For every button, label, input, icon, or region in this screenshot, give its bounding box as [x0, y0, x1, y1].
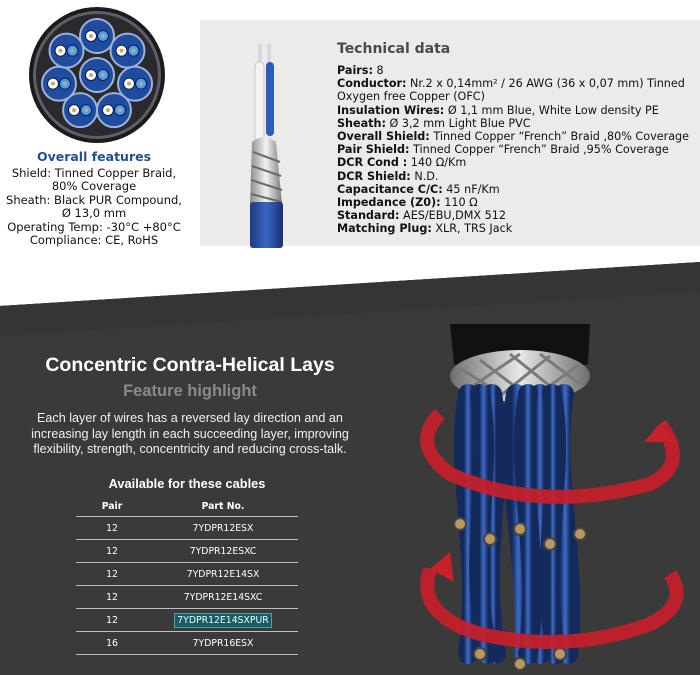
- table-row[interactable]: [76, 563, 298, 586]
- tech-label: Matching Plug:: [337, 222, 432, 236]
- tech-label: Insulation Wires:: [337, 103, 445, 117]
- tech-row-pair-shield: [337, 143, 693, 156]
- tech-row-dcr-cond: [337, 156, 693, 169]
- overall-feature-line: Compliance: CE, RoHS: [29, 233, 159, 248]
- tech-label: Sheath:: [337, 116, 386, 130]
- overall-features-title: Overall features: [36, 149, 152, 164]
- tech-value: 8: [372, 64, 384, 77]
- tech-row-dcr-shield: [337, 170, 693, 183]
- tech-row-matching-plug: [337, 222, 693, 235]
- tech-row-pairs: [337, 64, 693, 77]
- tech-value: 140 Ω/Km: [407, 156, 467, 170]
- feature-headline: Concentric Contra-Helical Lays: [45, 354, 335, 376]
- tech-label: Capacitance C/C:: [337, 182, 443, 196]
- cell-part-no: 7YDPR12ESXC: [148, 540, 298, 563]
- tech-label: DCR Cond :: [337, 156, 408, 170]
- tech-label: Conductor:: [337, 77, 407, 91]
- tech-row-standard: [337, 209, 693, 222]
- available-cables-title: Available for these cables: [108, 476, 266, 491]
- tech-label: Standard:: [337, 209, 400, 223]
- tech-value: Ø 3,2 mm Light Blue PVC: [385, 116, 531, 130]
- tech-label: DCR Shield:: [337, 169, 411, 183]
- cell-pair: 12: [76, 563, 148, 586]
- overall-feature-line: Shield: Tinned Copper Braid,: [11, 166, 177, 180]
- overall-feature-line: Ø 13,0 mm: [61, 206, 127, 221]
- tech-value: N.D.: [410, 169, 439, 183]
- tech-label: Pairs:: [337, 64, 373, 77]
- cell-part-no: 7YDPR16ESX: [148, 632, 298, 655]
- cell-pair: 12: [76, 540, 148, 563]
- table-row-highlighted[interactable]: [76, 609, 298, 632]
- cell-part-no: 7YDPR12E14SXC: [148, 586, 298, 609]
- tech-value: Nr.2 x 0,14mm² / 26 AWG (36 x 0,07 mm) Tinned Oxygen free Copper (OFC): [337, 77, 685, 104]
- tech-row-capacitance: [337, 183, 693, 196]
- feature-description: Each layer of wires has a reversed lay direction and an increasing lay length in each succeeding layer, improving flexibility, strength, concentricity and reducing cross-talk.: [31, 411, 349, 456]
- cell-part-no-highlighted: [148, 609, 298, 632]
- table-header-row: [76, 496, 298, 517]
- tech-value: 45 nF/Km: [442, 182, 500, 196]
- tech-value: Tinned Copper “French” Braid ,80% Coverage: [429, 130, 690, 144]
- technical-data-list: [337, 64, 693, 236]
- overall-feature-line: Sheath: Black PUR Compound,: [6, 192, 182, 207]
- contra-helical-cable-image: [420, 324, 700, 675]
- cell-pair: 16: [76, 632, 148, 655]
- tech-row-overall-shield: [337, 130, 693, 143]
- available-cables-table: [76, 496, 298, 655]
- column-header-pair: Pair: [76, 496, 148, 517]
- cable-cross-section-image: [28, 6, 166, 144]
- tech-value: 110 Ω: [440, 196, 478, 210]
- tech-label: Overall Shield:: [337, 130, 430, 144]
- table-row[interactable]: [76, 517, 298, 540]
- technical-data-panel: [200, 20, 700, 246]
- highlighted-part-no[interactable]: 7YDPR12E14SXPUR: [174, 613, 272, 628]
- tech-row-impedance: [337, 196, 693, 209]
- cell-part-no: 7YDPR12ESX: [148, 517, 298, 540]
- feature-subhead: Feature highlight: [123, 382, 257, 400]
- overall-features-list: [0, 167, 188, 247]
- wire-pair-image: [222, 36, 302, 248]
- tech-row-sheath: [337, 117, 693, 130]
- cell-pair: 12: [76, 586, 148, 609]
- cell-pair: 12: [76, 517, 148, 540]
- tech-label: Pair Shield:: [337, 143, 410, 157]
- column-header-part: Part No.: [148, 496, 298, 517]
- tech-value: AES/EBU,DMX 512: [399, 209, 506, 223]
- cell-part-no: 7YDPR12E14SX: [148, 563, 298, 586]
- tech-label: Impedance (Z0):: [337, 196, 441, 210]
- tech-row-conductor: [337, 77, 693, 103]
- top-section: [0, 0, 700, 262]
- feature-highlight-section: [0, 262, 700, 675]
- overall-feature-line: Operating Temp: -30°C +80°C: [7, 219, 181, 234]
- tech-value: XLR, TRS Jack: [431, 222, 513, 236]
- table-row[interactable]: [76, 632, 298, 655]
- tech-value: Tinned Copper “French” Braid ,95% Coverage: [409, 143, 669, 157]
- table-row[interactable]: [76, 586, 298, 609]
- tech-row-insulation: [337, 104, 693, 117]
- cell-pair: 12: [76, 609, 148, 632]
- table-row[interactable]: [76, 540, 298, 563]
- tech-value: Ø 1,1 mm Blue, White Low density PE: [444, 103, 659, 117]
- overall-feature-line: 80% Coverage: [51, 179, 137, 194]
- technical-data-title: Technical data: [337, 41, 451, 57]
